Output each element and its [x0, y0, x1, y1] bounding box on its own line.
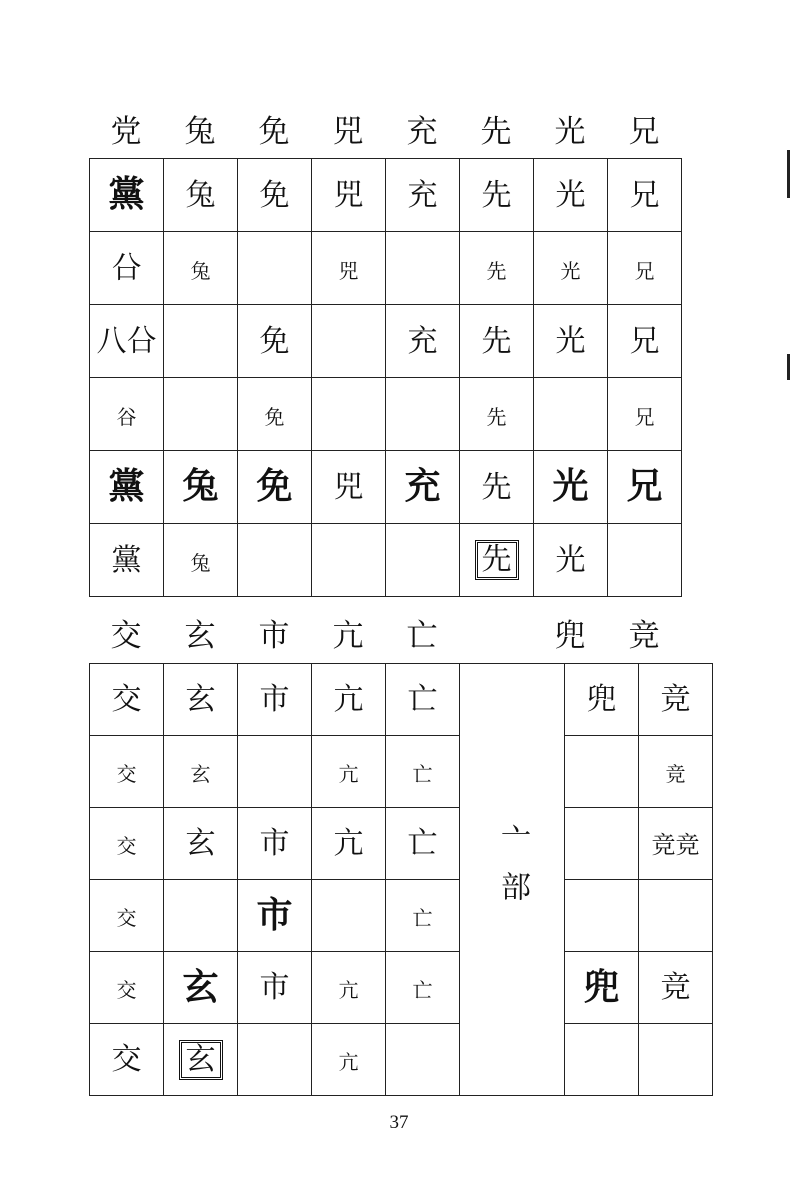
glyph-cell	[312, 159, 386, 232]
glyph: 兔	[185, 177, 216, 213]
glyph-cell	[639, 808, 713, 880]
glyph-cell	[312, 1024, 386, 1096]
glyph-cell	[238, 952, 312, 1024]
glyph: 光	[555, 542, 586, 578]
glyph-cell	[312, 664, 386, 736]
glyph: 兄	[634, 404, 655, 429]
glyph: 兄	[629, 177, 660, 213]
glyph: 免	[259, 177, 290, 213]
table-row	[90, 1024, 713, 1096]
glyph-cell	[639, 736, 713, 808]
glyph: 兄	[634, 258, 655, 283]
glyph-cell	[565, 880, 639, 952]
glyph-cell	[238, 664, 312, 736]
glyph-cell	[312, 736, 386, 808]
glyph: 先	[481, 177, 512, 213]
glyph-cell	[534, 451, 608, 524]
glyph-cell	[534, 232, 608, 305]
glyph-cell	[238, 378, 312, 451]
glyph: 兄	[626, 465, 663, 507]
glyph-cell	[386, 880, 460, 952]
glyph-cell	[238, 808, 312, 880]
scan-edge-mark	[787, 354, 790, 380]
glyph-cell	[534, 524, 608, 597]
bottom-glyph-table	[89, 663, 713, 1096]
bottom-header-char: 亢	[332, 618, 364, 654]
glyph-cell	[164, 664, 238, 736]
glyph-cell	[639, 952, 713, 1024]
glyph-cell	[460, 451, 534, 524]
glyph: 兔	[190, 258, 211, 283]
glyph: 先	[475, 540, 519, 580]
glyph: 亢	[333, 682, 364, 717]
glyph-cell	[608, 305, 682, 378]
glyph: 光	[555, 177, 586, 213]
table-row	[90, 305, 682, 378]
glyph-cell	[386, 378, 460, 451]
glyph: 免	[259, 323, 290, 359]
glyph: 免	[264, 404, 285, 429]
glyph-cell	[312, 305, 386, 378]
bottom-header-char: 市	[258, 618, 290, 654]
glyph: 市	[259, 970, 290, 1005]
glyph: 充	[404, 465, 441, 507]
glyph: 兔	[190, 550, 211, 575]
table-row	[90, 451, 682, 524]
top-header-char: 光	[554, 114, 586, 150]
glyph: 兜	[586, 682, 617, 717]
scan-edge-mark	[787, 150, 790, 198]
top-glyph-table	[89, 158, 682, 597]
glyph: 八㕣	[96, 323, 157, 359]
glyph-cell	[90, 159, 164, 232]
glyph: 兄	[629, 323, 660, 359]
glyph-cell	[238, 232, 312, 305]
glyph: 先	[481, 323, 512, 359]
glyph: 玄	[179, 1040, 223, 1080]
table-row	[90, 952, 713, 1024]
page-number: 37	[389, 1112, 409, 1133]
glyph-cell	[608, 524, 682, 597]
glyph: 免	[256, 465, 293, 507]
table-row	[90, 524, 682, 597]
top-header-char: 充	[406, 114, 438, 150]
top-header-char: 党	[110, 114, 142, 150]
top-header-char: 免	[258, 114, 290, 150]
glyph-cell	[534, 305, 608, 378]
glyph: 交	[116, 834, 137, 858]
table-row	[90, 808, 713, 880]
glyph: 黨	[108, 173, 145, 215]
glyph-cell	[90, 736, 164, 808]
glyph: 兜	[583, 965, 620, 1008]
glyph-cell	[90, 232, 164, 305]
glyph-cell	[386, 159, 460, 232]
glyph-cell	[565, 1024, 639, 1096]
glyph-cell	[164, 880, 238, 952]
glyph-cell	[238, 736, 312, 808]
top-header-char: 兄	[628, 114, 660, 150]
bottom-header-char: 亡	[406, 618, 438, 654]
glyph-cell	[238, 451, 312, 524]
glyph: 黨	[111, 542, 142, 578]
table-row	[90, 159, 682, 232]
glyph-cell	[386, 305, 460, 378]
glyph-cell	[164, 232, 238, 305]
glyph: 亢	[338, 1050, 359, 1074]
glyph-cell	[164, 808, 238, 880]
glyph-cell	[312, 451, 386, 524]
glyph-cell	[386, 1024, 460, 1096]
glyph: 兕	[338, 258, 359, 283]
glyph: 竞	[660, 970, 691, 1005]
glyph-cell	[164, 736, 238, 808]
glyph-cell	[565, 664, 639, 736]
glyph-cell	[312, 808, 386, 880]
glyph-cell	[565, 808, 639, 880]
glyph: 玄	[185, 682, 216, 717]
glyph-cell	[238, 880, 312, 952]
glyph: 亡	[412, 906, 433, 930]
glyph-cell	[238, 305, 312, 378]
glyph: 充	[407, 323, 438, 359]
glyph-cell	[90, 305, 164, 378]
glyph: 亡	[412, 762, 433, 786]
table-row	[90, 232, 682, 305]
table-row	[90, 664, 713, 736]
glyph-cell	[312, 952, 386, 1024]
table-row	[90, 378, 682, 451]
glyph: 先	[486, 258, 507, 283]
top-header-char: 兔	[184, 114, 216, 150]
glyph-cell	[164, 378, 238, 451]
table-row	[90, 880, 713, 952]
glyph-cell	[164, 159, 238, 232]
glyph: 竞	[660, 682, 691, 717]
glyph-cell	[386, 524, 460, 597]
glyph-cell	[164, 451, 238, 524]
glyph-cell	[164, 952, 238, 1024]
glyph-cell	[90, 1024, 164, 1096]
glyph: 兔	[182, 465, 219, 507]
radical-label-cell	[460, 664, 565, 1096]
glyph: 交	[111, 1042, 142, 1077]
glyph-cell	[90, 664, 164, 736]
glyph: 竞	[665, 762, 686, 786]
glyph-cell	[608, 232, 682, 305]
glyph-cell	[565, 952, 639, 1024]
glyph-cell	[534, 378, 608, 451]
glyph-cell	[90, 952, 164, 1024]
glyph: 亡	[407, 682, 438, 717]
glyph-cell	[460, 159, 534, 232]
table-row	[90, 736, 713, 808]
glyph-cell	[238, 1024, 312, 1096]
glyph-cell	[460, 305, 534, 378]
glyph: 市	[259, 682, 290, 717]
glyph-cell	[164, 524, 238, 597]
glyph: 交	[116, 762, 137, 786]
glyph-cell	[386, 808, 460, 880]
glyph: 充	[407, 177, 438, 213]
bottom-header-char: 交	[110, 618, 142, 654]
glyph-cell	[90, 880, 164, 952]
glyph-cell	[386, 952, 460, 1024]
glyph: 㕣	[111, 250, 142, 286]
glyph-cell	[164, 1024, 238, 1096]
glyph: 交	[116, 906, 137, 930]
glyph: 亢	[338, 762, 359, 786]
glyph: 先	[486, 404, 507, 429]
bottom-header-char: 竞	[628, 618, 660, 654]
glyph-cell	[460, 378, 534, 451]
glyph: 玄	[190, 762, 211, 786]
glyph: 玄	[185, 826, 216, 861]
glyph: 交	[111, 682, 142, 717]
glyph-cell	[238, 159, 312, 232]
glyph-cell	[164, 305, 238, 378]
glyph: 黨	[108, 465, 145, 507]
glyph-cell	[312, 524, 386, 597]
glyph: 光	[555, 323, 586, 359]
glyph-cell	[90, 378, 164, 451]
glyph-cell	[460, 232, 534, 305]
glyph: 光	[560, 258, 581, 283]
glyph: 亡	[407, 826, 438, 861]
glyph-cell	[90, 524, 164, 597]
glyph: 亡	[412, 978, 433, 1002]
glyph: 亢	[333, 826, 364, 861]
glyph: 竞竞	[651, 831, 700, 859]
bottom-header-char	[459, 618, 533, 654]
glyph-cell	[639, 1024, 713, 1096]
glyph-cell	[312, 378, 386, 451]
glyph-cell	[386, 736, 460, 808]
glyph: 谷	[116, 404, 137, 429]
glyph: 玄	[182, 965, 219, 1008]
glyph-cell	[238, 524, 312, 597]
top-header-char: 兕	[332, 114, 364, 150]
glyph: 市	[256, 893, 293, 936]
glyph-cell	[639, 880, 713, 952]
glyph: 亢	[338, 978, 359, 1002]
glyph: 兕	[333, 177, 364, 213]
glyph-cell	[386, 232, 460, 305]
bottom-header-char: 兜	[554, 618, 586, 654]
glyph-cell	[534, 159, 608, 232]
glyph-cell	[565, 736, 639, 808]
glyph-cell	[90, 451, 164, 524]
glyph-cell	[312, 880, 386, 952]
glyph-cell	[608, 451, 682, 524]
glyph: 交	[116, 978, 137, 1002]
bottom-header-char: 玄	[184, 618, 216, 654]
glyph: 兕	[333, 469, 364, 505]
glyph: 先	[481, 469, 512, 505]
glyph-cell	[608, 378, 682, 451]
glyph-cell	[639, 664, 713, 736]
glyph-cell	[608, 159, 682, 232]
glyph-cell	[460, 524, 534, 597]
glyph-cell	[90, 808, 164, 880]
glyph-cell	[312, 232, 386, 305]
top-header-row	[89, 114, 682, 150]
glyph-cell	[386, 664, 460, 736]
glyph: 市	[259, 826, 290, 861]
glyph-cell	[386, 451, 460, 524]
top-header-char: 先	[480, 114, 512, 150]
radical-label: 亠部	[495, 823, 530, 919]
glyph: 光	[552, 465, 589, 507]
bottom-header-row	[89, 618, 682, 654]
